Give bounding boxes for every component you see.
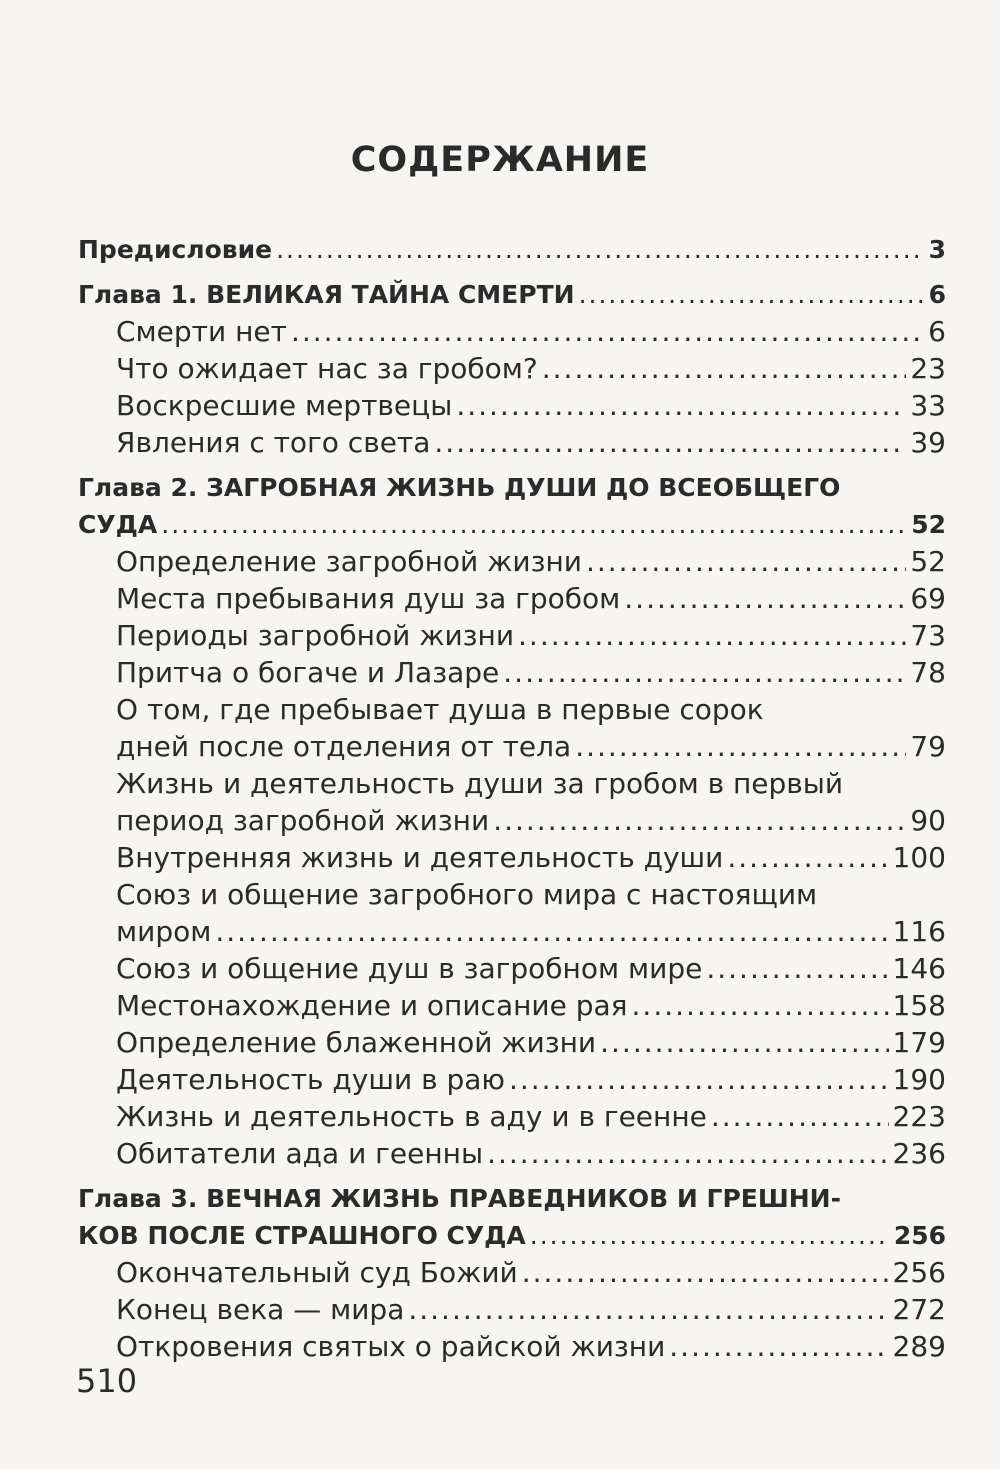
dot-leader <box>586 543 906 580</box>
toc-entry[interactable] <box>78 1024 946 1061</box>
toc-entry-page: 52 <box>911 510 946 539</box>
toc-entry-title: Внутренняя жизнь и деятельность души <box>116 841 724 874</box>
toc-entry-page: 73 <box>910 619 946 652</box>
toc-entry-page: 33 <box>910 389 946 422</box>
toc-entry[interactable] <box>78 802 946 839</box>
dot-leader <box>669 1328 888 1365</box>
toc-entry[interactable] <box>78 950 946 987</box>
toc-entry-title: Определение загробной жизни <box>116 545 582 578</box>
dot-leader <box>434 424 906 461</box>
toc-entry-page: 256 <box>893 1221 946 1250</box>
toc-entry[interactable] <box>78 839 946 876</box>
toc-entry-title: Предисловие <box>78 235 273 264</box>
toc-entry[interactable] <box>78 580 946 617</box>
toc-entry-title: СУДА <box>78 510 158 539</box>
toc-entry-page: 78 <box>910 656 946 689</box>
dot-leader <box>542 350 907 387</box>
toc-entry-page: 100 <box>892 841 946 874</box>
toc-entry-line1[interactable]: Союз и общение загробного мира с настоящим <box>116 878 818 911</box>
toc-entry-title: Окончательный суд Божий <box>116 1256 518 1289</box>
toc-entry-page: 6 <box>928 280 946 309</box>
toc-entry-title: Конец века — мира <box>116 1293 405 1326</box>
toc-entry-page: 179 <box>892 1026 946 1059</box>
dot-leader <box>530 1217 890 1254</box>
toc-entry-page: 146 <box>892 952 946 985</box>
dot-leader <box>600 1024 888 1061</box>
dot-leader <box>575 728 906 765</box>
toc-entry-page: 236 <box>892 1137 946 1170</box>
toc-entry-page: 3 <box>928 235 946 264</box>
toc-entry-page: 158 <box>892 989 946 1022</box>
toc-entry-title: Обитатели ада и геенны <box>116 1137 484 1170</box>
dot-leader <box>503 654 906 691</box>
toc-entry-page: 52 <box>910 545 946 578</box>
toc-chapter-2-line1[interactable]: Глава 2. ЗАГРОБНАЯ ЖИЗНЬ ДУШИ ДО ВСЕОБЩЕГО <box>78 473 841 502</box>
toc-entry-page: 272 <box>892 1293 946 1326</box>
table-of-contents <box>78 223 946 1365</box>
toc-entry[interactable] <box>78 1328 946 1365</box>
toc-entry-page: 23 <box>910 352 946 385</box>
toc-entry-title: Периоды загробной жизни <box>116 619 515 652</box>
toc-entry-title: Деятельность души в раю <box>116 1063 505 1096</box>
page-number: 510 <box>76 1362 138 1400</box>
toc-entry-title: период загробной жизни <box>116 804 490 837</box>
toc-entry-page: 69 <box>910 582 946 615</box>
dot-leader <box>624 580 906 617</box>
dot-leader <box>215 913 888 950</box>
toc-entry[interactable] <box>78 1061 946 1098</box>
toc-entry-title: Притча о богаче и Лазаре <box>116 656 500 689</box>
dot-leader <box>727 839 888 876</box>
dot-leader <box>509 1061 889 1098</box>
toc-entry-line1[interactable]: Жизнь и деятельность души за гробом в первый <box>116 767 844 800</box>
toc-entry-page: 79 <box>910 730 946 763</box>
toc-entry-page: 190 <box>892 1063 946 1096</box>
toc-entry[interactable] <box>78 387 946 424</box>
dot-leader <box>706 950 888 987</box>
toc-entry[interactable] <box>78 1135 946 1172</box>
dot-leader <box>487 1135 888 1172</box>
toc-entry[interactable] <box>78 987 946 1024</box>
dot-leader <box>579 276 925 313</box>
toc-entry[interactable] <box>78 1098 946 1135</box>
toc-chapter-3-line1[interactable]: Глава 3. ВЕЧНАЯ ЖИЗНЬ ПРАВЕДНИКОВ И ГРЕШНИ- <box>78 1184 841 1213</box>
toc-entry-title: Определение блаженной жизни <box>116 1026 597 1059</box>
toc-entry-title: Места пребывания душ за гробом <box>116 582 621 615</box>
toc-entry-page: 39 <box>910 426 946 459</box>
toc-entry[interactable] <box>78 313 946 350</box>
toc-entry-title: Смерти нет <box>116 315 287 348</box>
dot-leader <box>408 1291 888 1328</box>
toc-chapter-1[interactable] <box>78 276 946 313</box>
toc-entry-title: дней после отделения от тела <box>116 730 572 763</box>
toc-chapter-2[interactable] <box>78 506 946 543</box>
toc-entry[interactable] <box>78 654 946 691</box>
dot-leader <box>711 1098 889 1135</box>
toc-entry-title: Глава 1. ВЕЛИКАЯ ТАЙНА СМЕРТИ <box>78 280 575 309</box>
toc-entry-title: Союз и общение душ в загробном мире <box>116 952 703 985</box>
toc-entry-page: 223 <box>892 1100 946 1133</box>
toc-entry-title: Жизнь и деятельность в аду и в геенне <box>116 1100 707 1133</box>
dot-leader <box>276 231 925 268</box>
toc-entry[interactable] <box>78 424 946 461</box>
toc-entry[interactable] <box>78 1291 946 1328</box>
toc-entry[interactable] <box>78 1254 946 1291</box>
toc-entry-preface[interactable] <box>78 231 946 268</box>
toc-chapter-3[interactable] <box>78 1217 946 1254</box>
toc-entry[interactable] <box>78 543 946 580</box>
dot-leader <box>291 313 924 350</box>
toc-entry-title: Местонахождение и описание рая <box>116 989 628 1022</box>
page-title: СОДЕРЖАНИЕ <box>350 140 650 180</box>
toc-entry-page: 256 <box>892 1256 946 1289</box>
toc-entry[interactable] <box>78 350 946 387</box>
toc-entry-line1[interactable]: О том, где пребывает душа в первые сорок <box>116 693 764 726</box>
toc-entry-title: Что ожидает нас за гробом? <box>116 352 538 385</box>
toc-entry-title: Явления с того света <box>116 426 431 459</box>
dot-leader <box>518 617 906 654</box>
toc-entry-page: 6 <box>928 315 946 348</box>
toc-entry[interactable] <box>78 728 946 765</box>
dot-leader <box>632 987 889 1024</box>
toc-entry[interactable] <box>78 617 946 654</box>
toc-entry-page: 116 <box>892 915 946 948</box>
toc-entry-title: Откровения святых о райской жизни <box>116 1330 666 1363</box>
toc-entry-title: Воскресшие мертвецы <box>116 389 453 422</box>
toc-entry-page: 90 <box>910 804 946 837</box>
dot-leader <box>493 802 906 839</box>
dot-leader <box>161 506 907 543</box>
dot-leader <box>522 1254 889 1291</box>
toc-entry-title: миром <box>116 915 212 948</box>
toc-entry-title: КОВ ПОСЛЕ СТРАШНОГО СУДА <box>78 1221 526 1250</box>
toc-entry[interactable] <box>78 913 946 950</box>
dot-leader <box>456 387 906 424</box>
toc-entry-page: 289 <box>892 1330 946 1363</box>
